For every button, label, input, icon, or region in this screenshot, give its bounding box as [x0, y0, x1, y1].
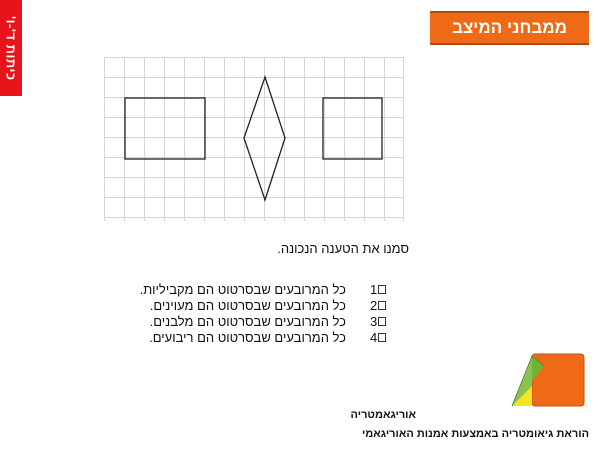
answer-option-number: 1	[370, 281, 378, 297]
answer-option-marker	[370, 330, 386, 345]
footer-subtitle: הוראת גיאומטריה באמצעות אמנות האוריגאמי	[361, 428, 589, 440]
checkbox-icon[interactable]	[378, 285, 386, 294]
grade-level-label: כיתות ד'-ו'	[3, 15, 19, 81]
grid-lines	[104, 57, 404, 221]
checkbox-icon[interactable]	[378, 317, 386, 326]
origami-fold-logo-icon	[511, 353, 585, 407]
answer-options	[110, 281, 394, 345]
quadrilaterals-figure	[104, 57, 404, 221]
answer-option-number: 3	[370, 313, 378, 329]
answer-option-number: 4	[370, 329, 378, 345]
answer-option-text: כל המרובעים שבסרטוט הם מעוינים.	[149, 297, 346, 313]
answer-option-marker	[370, 298, 386, 313]
answer-option-text: כל המרובעים שבסרטוט הם ריבועים.	[149, 329, 346, 345]
answer-option-text: כל המרובעים שבסרטוט הם מלבנים.	[149, 313, 346, 329]
checkbox-icon[interactable]	[378, 333, 386, 342]
answer-option-2[interactable]	[110, 297, 394, 313]
square-shape	[323, 98, 382, 159]
answer-option-4[interactable]	[110, 329, 394, 345]
footer-title: אוריגאמטריה	[350, 409, 416, 421]
answer-option-1[interactable]	[110, 281, 394, 297]
answer-option-marker	[370, 282, 386, 297]
answer-option-marker	[370, 314, 386, 329]
checkbox-icon[interactable]	[378, 301, 386, 310]
grade-level-tab	[0, 0, 22, 96]
answer-option-text: כל המרובעים שבסרטוט הם מקביליות.	[139, 281, 346, 297]
answer-option-number: 2	[370, 297, 378, 313]
answer-option-3[interactable]	[110, 313, 394, 329]
page-title-bar	[430, 11, 589, 45]
page-title: ממבחני המיצב	[452, 18, 567, 37]
question-instruction: סמנו את הטענה הנכונה.	[277, 241, 409, 256]
